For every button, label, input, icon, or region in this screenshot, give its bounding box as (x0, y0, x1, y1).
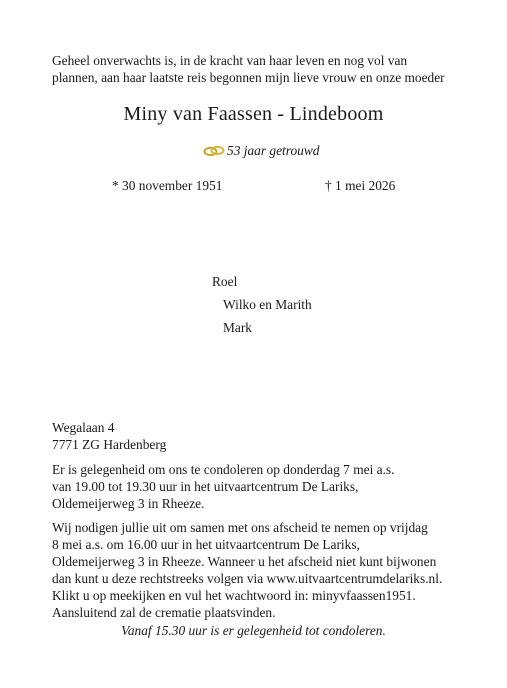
family-member: Wilko en Marith (223, 297, 312, 312)
deceased-name: Miny van Faassen - Lindeboom (123, 103, 384, 125)
invitation-line: dan kunt u deze rechtstreeks volgen via www.uitvaartcentrumdelariks.nl. (52, 571, 443, 586)
death-date: † 1 mei 2026 (325, 178, 396, 193)
invitation-line: 8 mei a.s. om 16.00 uur in het uitvaartcentrum De Lariks, (52, 537, 360, 552)
family-member: Roel (212, 274, 238, 289)
condolence-line: van 19.00 tot 19.30 uur in het uitvaartcentrum De Lariks, (52, 479, 359, 494)
intro-text (52, 52, 445, 86)
address-line: Wegalaan 4 (52, 420, 115, 435)
married-line (203, 143, 320, 159)
family-member: Mark (223, 320, 253, 335)
address (52, 419, 166, 453)
closing-note: Vanaf 15.30 uur is er gelegenheid tot condoleren. (121, 623, 386, 638)
invitation-paragraph (52, 519, 442, 621)
condolence-line: Oldemeijerweg 3 in Rheeze. (52, 496, 205, 511)
invitation-line: Wij nodigen jullie uit om samen met ons afscheid te nemen op vrijdag (52, 520, 428, 535)
invitation-line: Klikt u op meekijken en vul het wachtwoord in: minyvfaassen1951. (52, 588, 416, 603)
birth-date: * 30 november 1951 (112, 178, 223, 193)
intro-line: plannen, aan haar laatste reis begonnen mijn lieve vrouw en onze moeder (52, 70, 445, 85)
married-text: 53 jaar getrouwd (227, 143, 320, 158)
condolence-paragraph (52, 461, 394, 512)
invitation-line: Aansluitend zal de crematie plaatsvinden. (52, 605, 276, 620)
wedding-rings-icon (203, 145, 225, 157)
condolence-line: Er is gelegenheid om ons te condoleren op donderdag 7 mei a.s. (52, 462, 395, 477)
address-line: 7771 ZG Hardenberg (52, 437, 167, 452)
invitation-line: Oldemeijerweg 3 in Rheeze. Wanneer u het afscheid niet kunt bijwonen (52, 554, 437, 569)
intro-line: Geheel onverwachts is, in de kracht van haar leven en nog vol van (52, 53, 408, 68)
